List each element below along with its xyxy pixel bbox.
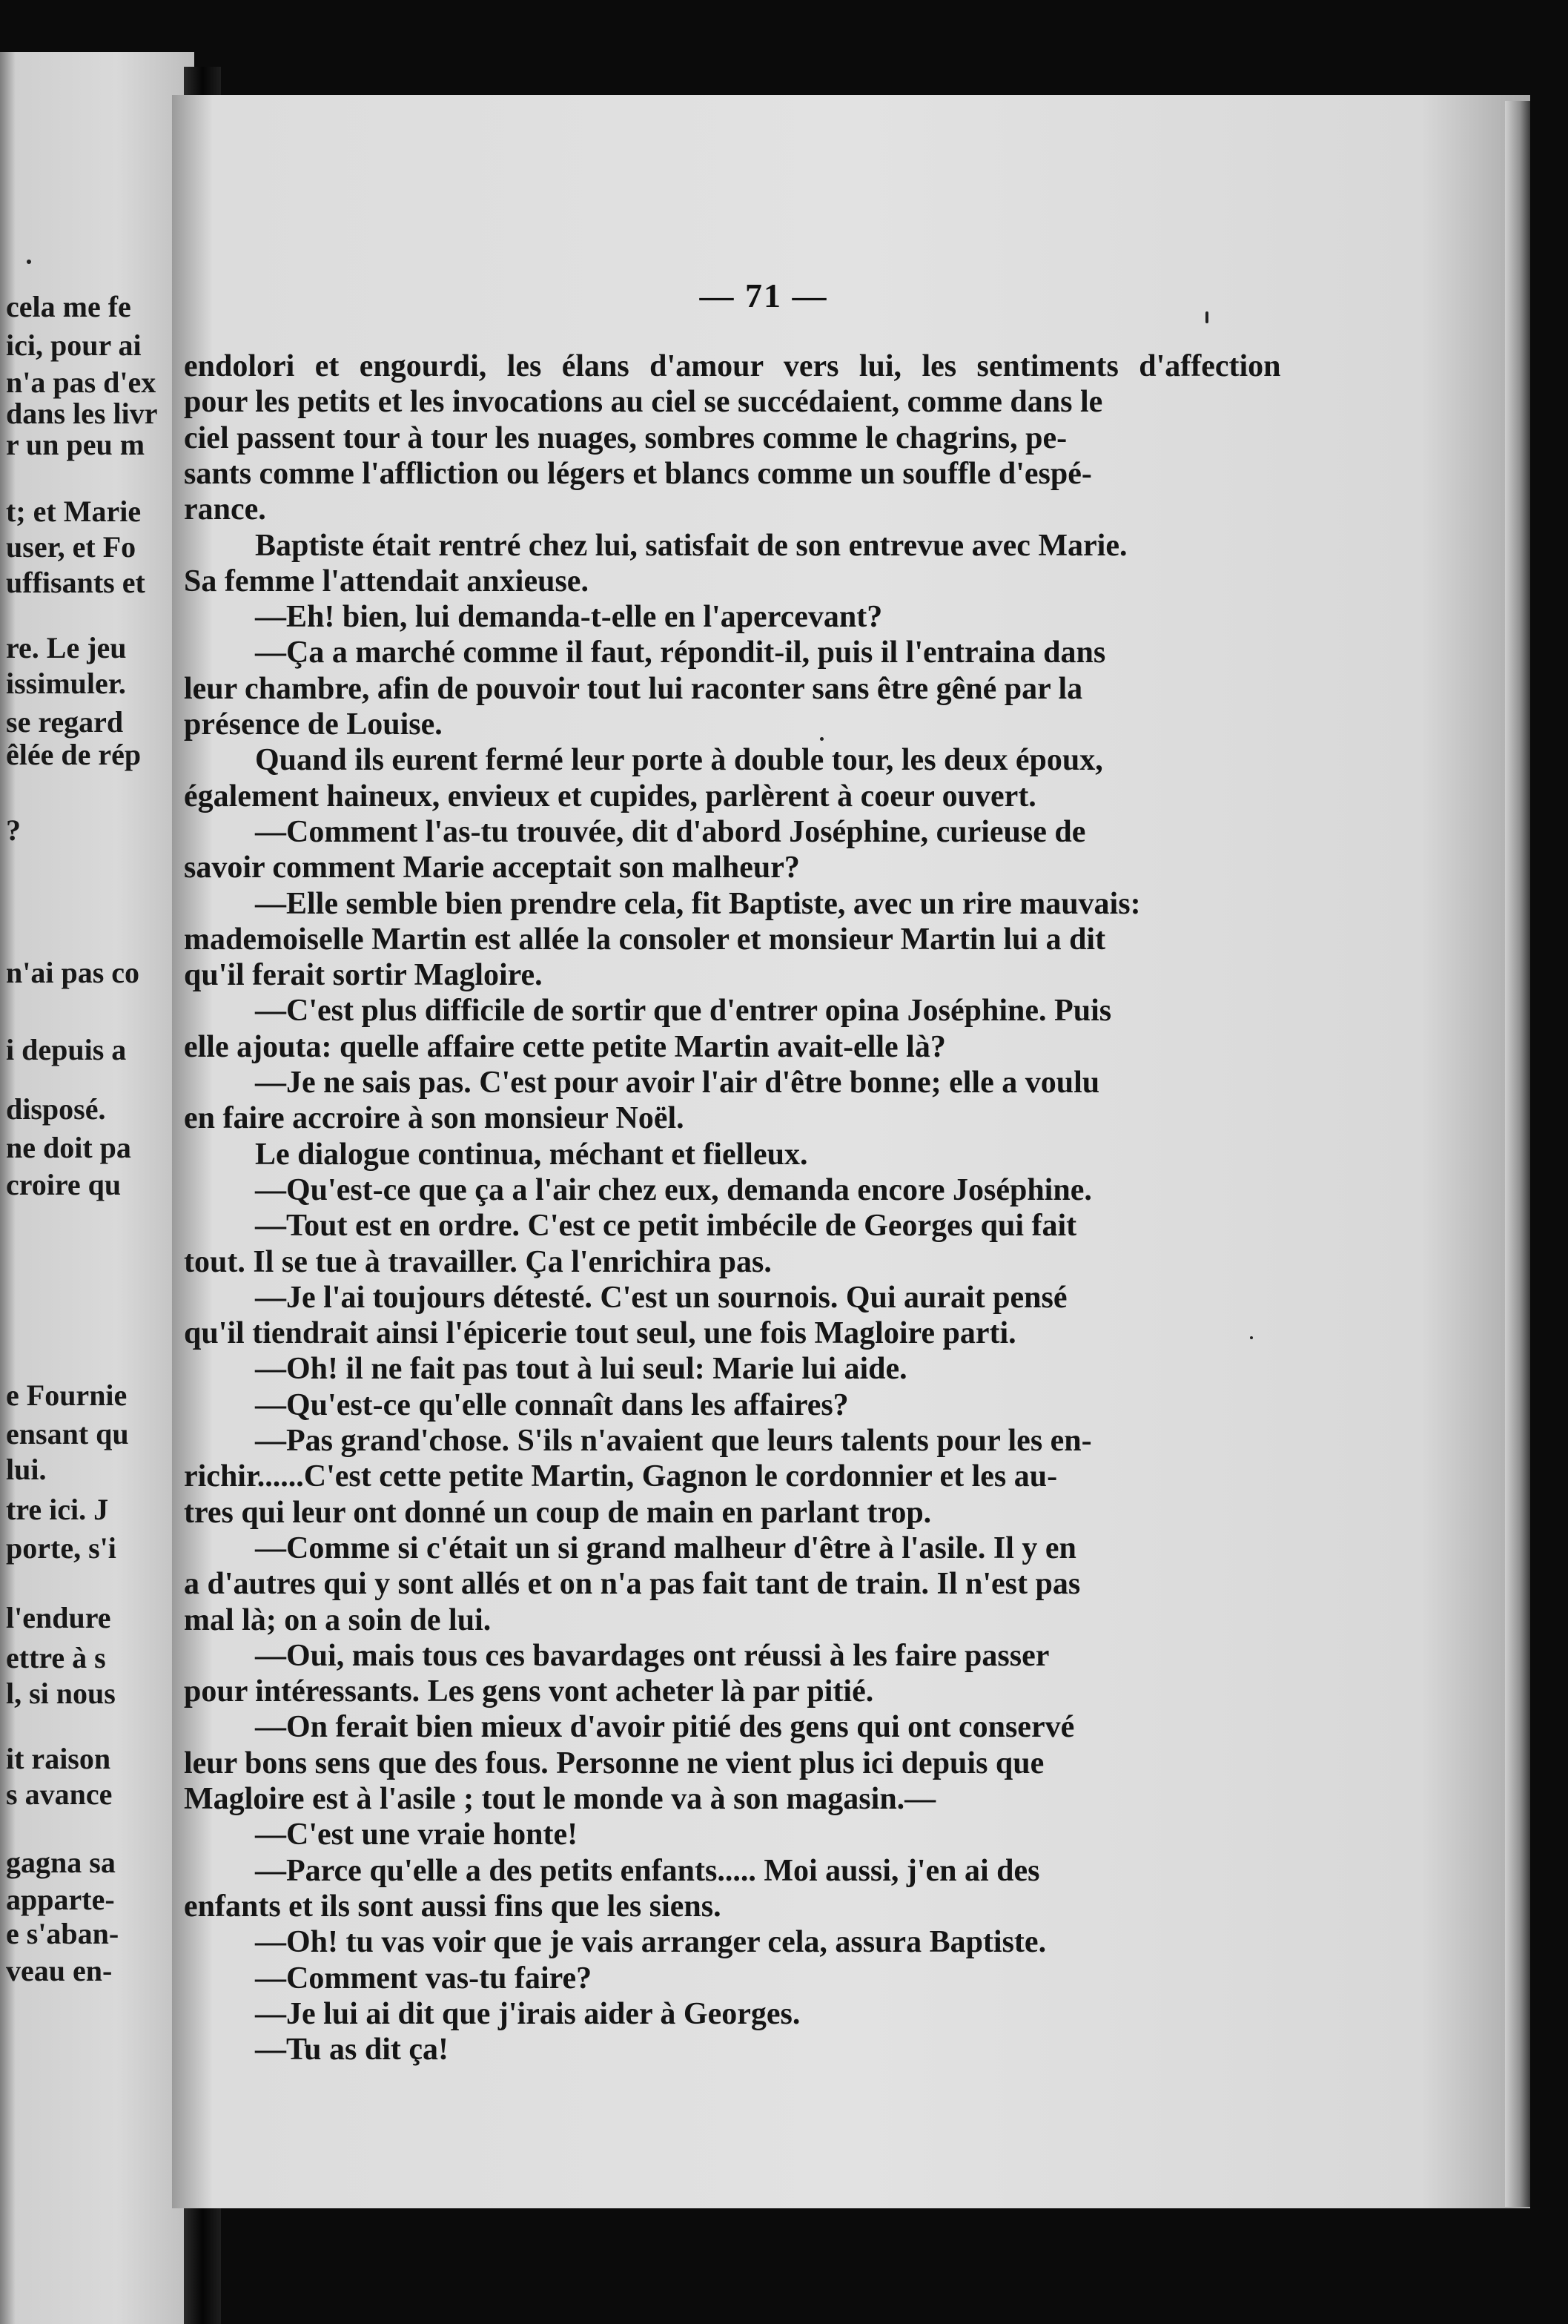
text-line: —Pas grand'chose. S'ils n'avaient que leurs talents pour les en- [255,1424,1092,1458]
previous-page-line: ensant qu [6,1417,129,1450]
text-line: leur bons sens que des fous. Personne ne vient plus ici depuis que [184,1746,1045,1780]
text-line: —Je l'ai toujours détesté. C'est un sournois. Qui aurait pensé [255,1280,1068,1315]
text-line: —Comment l'as-tu trouvée, dit d'abord Joséphine, curieuse de [255,814,1086,849]
previous-page-line: n'a pas d'ex [6,366,156,399]
previous-page-line: cela me fe [6,290,131,323]
text-line: tout. Il se tue à travailler. Ça l'enrichira pas. [184,1244,772,1279]
previous-page-line: ettre à s [6,1641,106,1674]
previous-page-line: re. Le jeu [6,631,127,664]
text-line: —Oui, mais tous ces bavardages ont réussi à les faire passer [255,1638,1050,1673]
text-line: qu'il tiendrait ainsi l'épicerie tout seul, une fois Magloire parti. [184,1316,1016,1351]
previous-page-line: issimuler. [6,667,126,700]
text-line: présence de Louise. [184,707,443,742]
previous-page-line: it raison [6,1742,111,1775]
text-line: —Comme si c'était un si grand malheur d'être à l'asile. Il y en [255,1531,1076,1565]
text-line: Baptiste était rentré chez lui, satisfait de son entrevue avec Marie. [255,528,1128,563]
speck [1205,311,1208,323]
text-line: savoir comment Marie acceptait son malheur? [184,851,800,885]
text-line: —On ferait bien mieux d'avoir pitié des gens qui ont conservé [255,1710,1075,1745]
previous-page-line: i depuis a [6,1033,127,1066]
text-line: endolori et engourdi, les élans d'amour vers lui, les sentiments d'affection [184,349,1281,383]
text-line: Le dialogue continua, méchant et fielleux. [255,1137,808,1172]
previous-page-line: gagna sa [6,1846,116,1879]
page-number: — 71 — [699,277,828,314]
text-line: qu'il ferait sortir Magloire. [184,958,543,993]
previous-page [0,52,194,2324]
text-line: —Eh! bien, lui demanda-t-elle en l'apercevant? [255,600,883,635]
text-line: richir......C'est cette petite Martin, Gagnon le cordonnier et les au- [184,1459,1058,1494]
previous-page-line: user, et Fo [6,530,136,564]
previous-page-line: dans les livr [6,397,158,430]
previous-page-line: e Fournie [6,1379,128,1412]
text-line: —Tout est en ordre. C'est ce petit imbécile de Georges qui fait [255,1209,1077,1244]
previous-page-line: porte, s'i [6,1531,116,1565]
text-line: sants comme l'affliction ou légers et blancs comme un souffle d'espé- [184,456,1092,491]
previous-page-line: t; et Marie [6,495,142,528]
text-line: —C'est plus difficile de sortir que d'entrer opina Joséphine. Puis [255,994,1112,1029]
text-line: —Parce qu'elle a des petits enfants..... Moi aussi, j'en ai des [255,1853,1040,1888]
text-line: ciel passent tour à tour les nuages, sombres comme le chagrins, pe- [184,420,1068,455]
speck [1250,1336,1253,1339]
previous-page-line: disposé. [6,1092,106,1126]
previous-page-line: uffisants et [6,566,145,599]
previous-page-line: veau en- [6,1954,113,1987]
previous-page-line: s avance [6,1777,113,1811]
text-line: Sa femme l'attendait anxieuse. [184,564,589,598]
previous-page-line: croire qu [6,1168,122,1201]
text-line: pour intéressants. Les gens vont acheter là par pitié. [184,1674,874,1709]
text-line: —Oh! tu vas voir que je vais arranger cela, assura Baptiste. [255,1925,1047,1960]
text-line: tres qui leur ont donné un coup de main en parlant trop. [184,1495,932,1530]
previous-page-line: apparte- [6,1883,115,1916]
text-line: également haineux, envieux et cupides, parlèrent à coeur ouvert. [184,779,1036,813]
text-line: mal là; on a soin de lui. [184,1602,492,1637]
previous-page-line: êlée de rép [6,738,142,771]
previous-page-line: lui. [6,1453,47,1486]
text-line: rance. [184,492,266,527]
previous-page-line: se regard [6,705,124,739]
text-line: a d'autres qui y sont allés et on n'a pas fait tant de train. Il n'est pas [184,1567,1081,1602]
text-line: —Oh! il ne fait pas tout à lui seul: Marie lui aide. [255,1352,907,1387]
text-line: —Elle semble bien prendre cela, fit Baptiste, avec un rire mauvais: [255,886,1141,921]
text-line: —Ça a marché comme il faut, répondit-il, puis il l'entraina dans [255,636,1106,670]
text-line: pour les petits et les invocations au ciel se succédaient, comme dans le [184,385,1103,420]
speck [820,737,824,741]
previous-page-line: e s'aban- [6,1917,119,1950]
speck [27,260,31,264]
text-line: —Qu'est-ce qu'elle connaît dans les affaires? [255,1387,849,1422]
previous-page-line: ici, pour ai [6,329,142,362]
text-line: —Je ne sais pas. C'est pour avoir l'air d'être bonne; elle a voulu [255,1066,1100,1100]
text-line: mademoiselle Martin est allée la consoler et monsieur Martin lui a dit [184,922,1106,957]
text-line: Quand ils eurent fermé leur porte à double tour, les deux époux, [255,743,1103,778]
previous-page-line: r un peu m [6,428,145,461]
text-line: —Je lui ai dit que j'irais aider à Georges. [255,1996,801,2031]
text-line: enfants et ils sont aussi fins que les siens. [184,1889,721,1924]
previous-page-line: ? [6,813,21,847]
text-line: —Tu as dit ça! [255,2033,449,2067]
text-line: —Qu'est-ce que ça a l'air chez eux, demanda encore Joséphine. [255,1172,1092,1207]
text-line: Magloire est à l'asile ; tout le monde va à son magasin.— [184,1782,936,1816]
page-edge-shadow [1505,101,1530,2207]
text-line: elle ajouta: quelle affaire cette petite Martin avait-elle là? [184,1029,946,1064]
previous-page-line: l'endure [6,1601,111,1634]
previous-page-line: n'ai pas co [6,956,140,989]
text-line: —C'est une vraie honte! [255,1818,578,1852]
text-line: en faire accroire à son monsieur Noël. [184,1101,684,1136]
previous-page-line: tre ici. J [6,1493,109,1526]
previous-page-text [0,52,194,2324]
previous-page-line: l, si nous [6,1677,116,1710]
text-line: —Comment vas-tu faire? [255,1961,592,1995]
text-line: leur chambre, afin de pouvoir tout lui raconter sans être gêné par la [184,671,1083,706]
previous-page-line: ne doit pa [6,1131,131,1164]
